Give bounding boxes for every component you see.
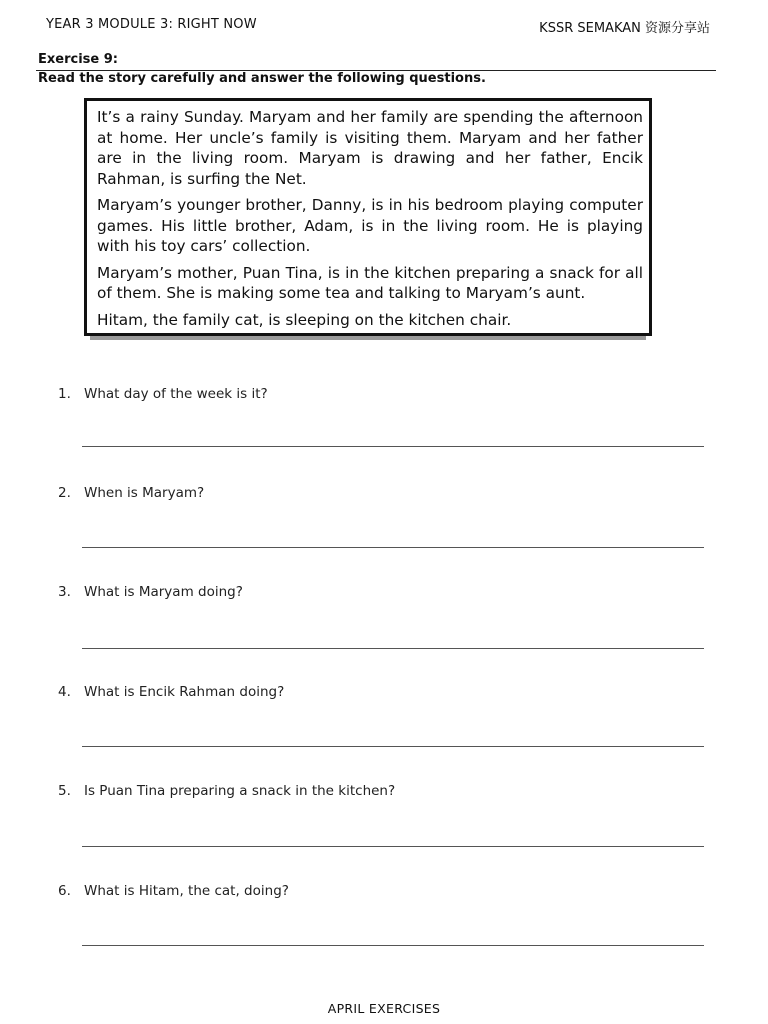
story-paragraph: It’s a rainy Sunday. Maryam and her family are spending the afternoon at home. Her uncle’s family is visiting them. Maryam and her father are in the living room. Maryam is drawing and her father, Encik Rahman, is surfing the Net. [97, 108, 643, 188]
question-number: 4. [58, 684, 71, 700]
story-paragraph: Maryam’s younger brother, Danny, is in his bedroom playing computer games. His little brother, Adam, is in the living room. He is playing with his toy cars’ collection. [97, 196, 643, 255]
question-number: 5. [58, 783, 71, 799]
question-number: 2. [58, 485, 71, 501]
question-number: 1. [58, 386, 71, 402]
question-number: 6. [58, 883, 71, 899]
exercise-instruction: Read the story carefully and answer the following questions. [38, 71, 486, 86]
question-5 [58, 783, 395, 799]
question-text: What is Hitam, the cat, doing? [84, 883, 289, 899]
question-4 [58, 684, 284, 700]
story-paragraph: Maryam’s mother, Puan Tina, is in the kitchen preparing a snack for all of them. She is making some tea and talking to Maryam’s aunt. [97, 263, 643, 302]
question-2 [58, 485, 204, 501]
answer-line-3[interactable] [82, 648, 704, 649]
question-number: 3. [58, 584, 71, 600]
question-text: When is Maryam? [84, 485, 205, 501]
answer-line-6[interactable] [82, 945, 704, 946]
answer-line-4[interactable] [82, 746, 704, 747]
question-text: Is Puan Tina preparing a snack in the kitchen? [84, 783, 396, 799]
answer-line-5[interactable] [82, 846, 704, 847]
question-3 [58, 584, 243, 600]
story-paragraph: Hitam, the family cat, is sleeping on the kitchen chair. [97, 310, 512, 329]
source-header: KSSR SEMAKAN 资源分享站 [539, 21, 710, 36]
story-box [84, 98, 652, 336]
exercise-title: Exercise 9: [38, 52, 118, 67]
answer-line-2[interactable] [82, 547, 704, 548]
question-6 [58, 883, 289, 899]
module-header: YEAR 3 MODULE 3: RIGHT NOW [46, 17, 257, 32]
question-text: What is Encik Rahman doing? [84, 684, 285, 700]
footer-label: APRIL EXERCISES [327, 1001, 441, 1016]
question-text: What is Maryam doing? [84, 584, 243, 600]
answer-line-1[interactable] [82, 446, 704, 447]
question-text: What day of the week is it? [84, 386, 268, 402]
question-1 [58, 386, 268, 402]
